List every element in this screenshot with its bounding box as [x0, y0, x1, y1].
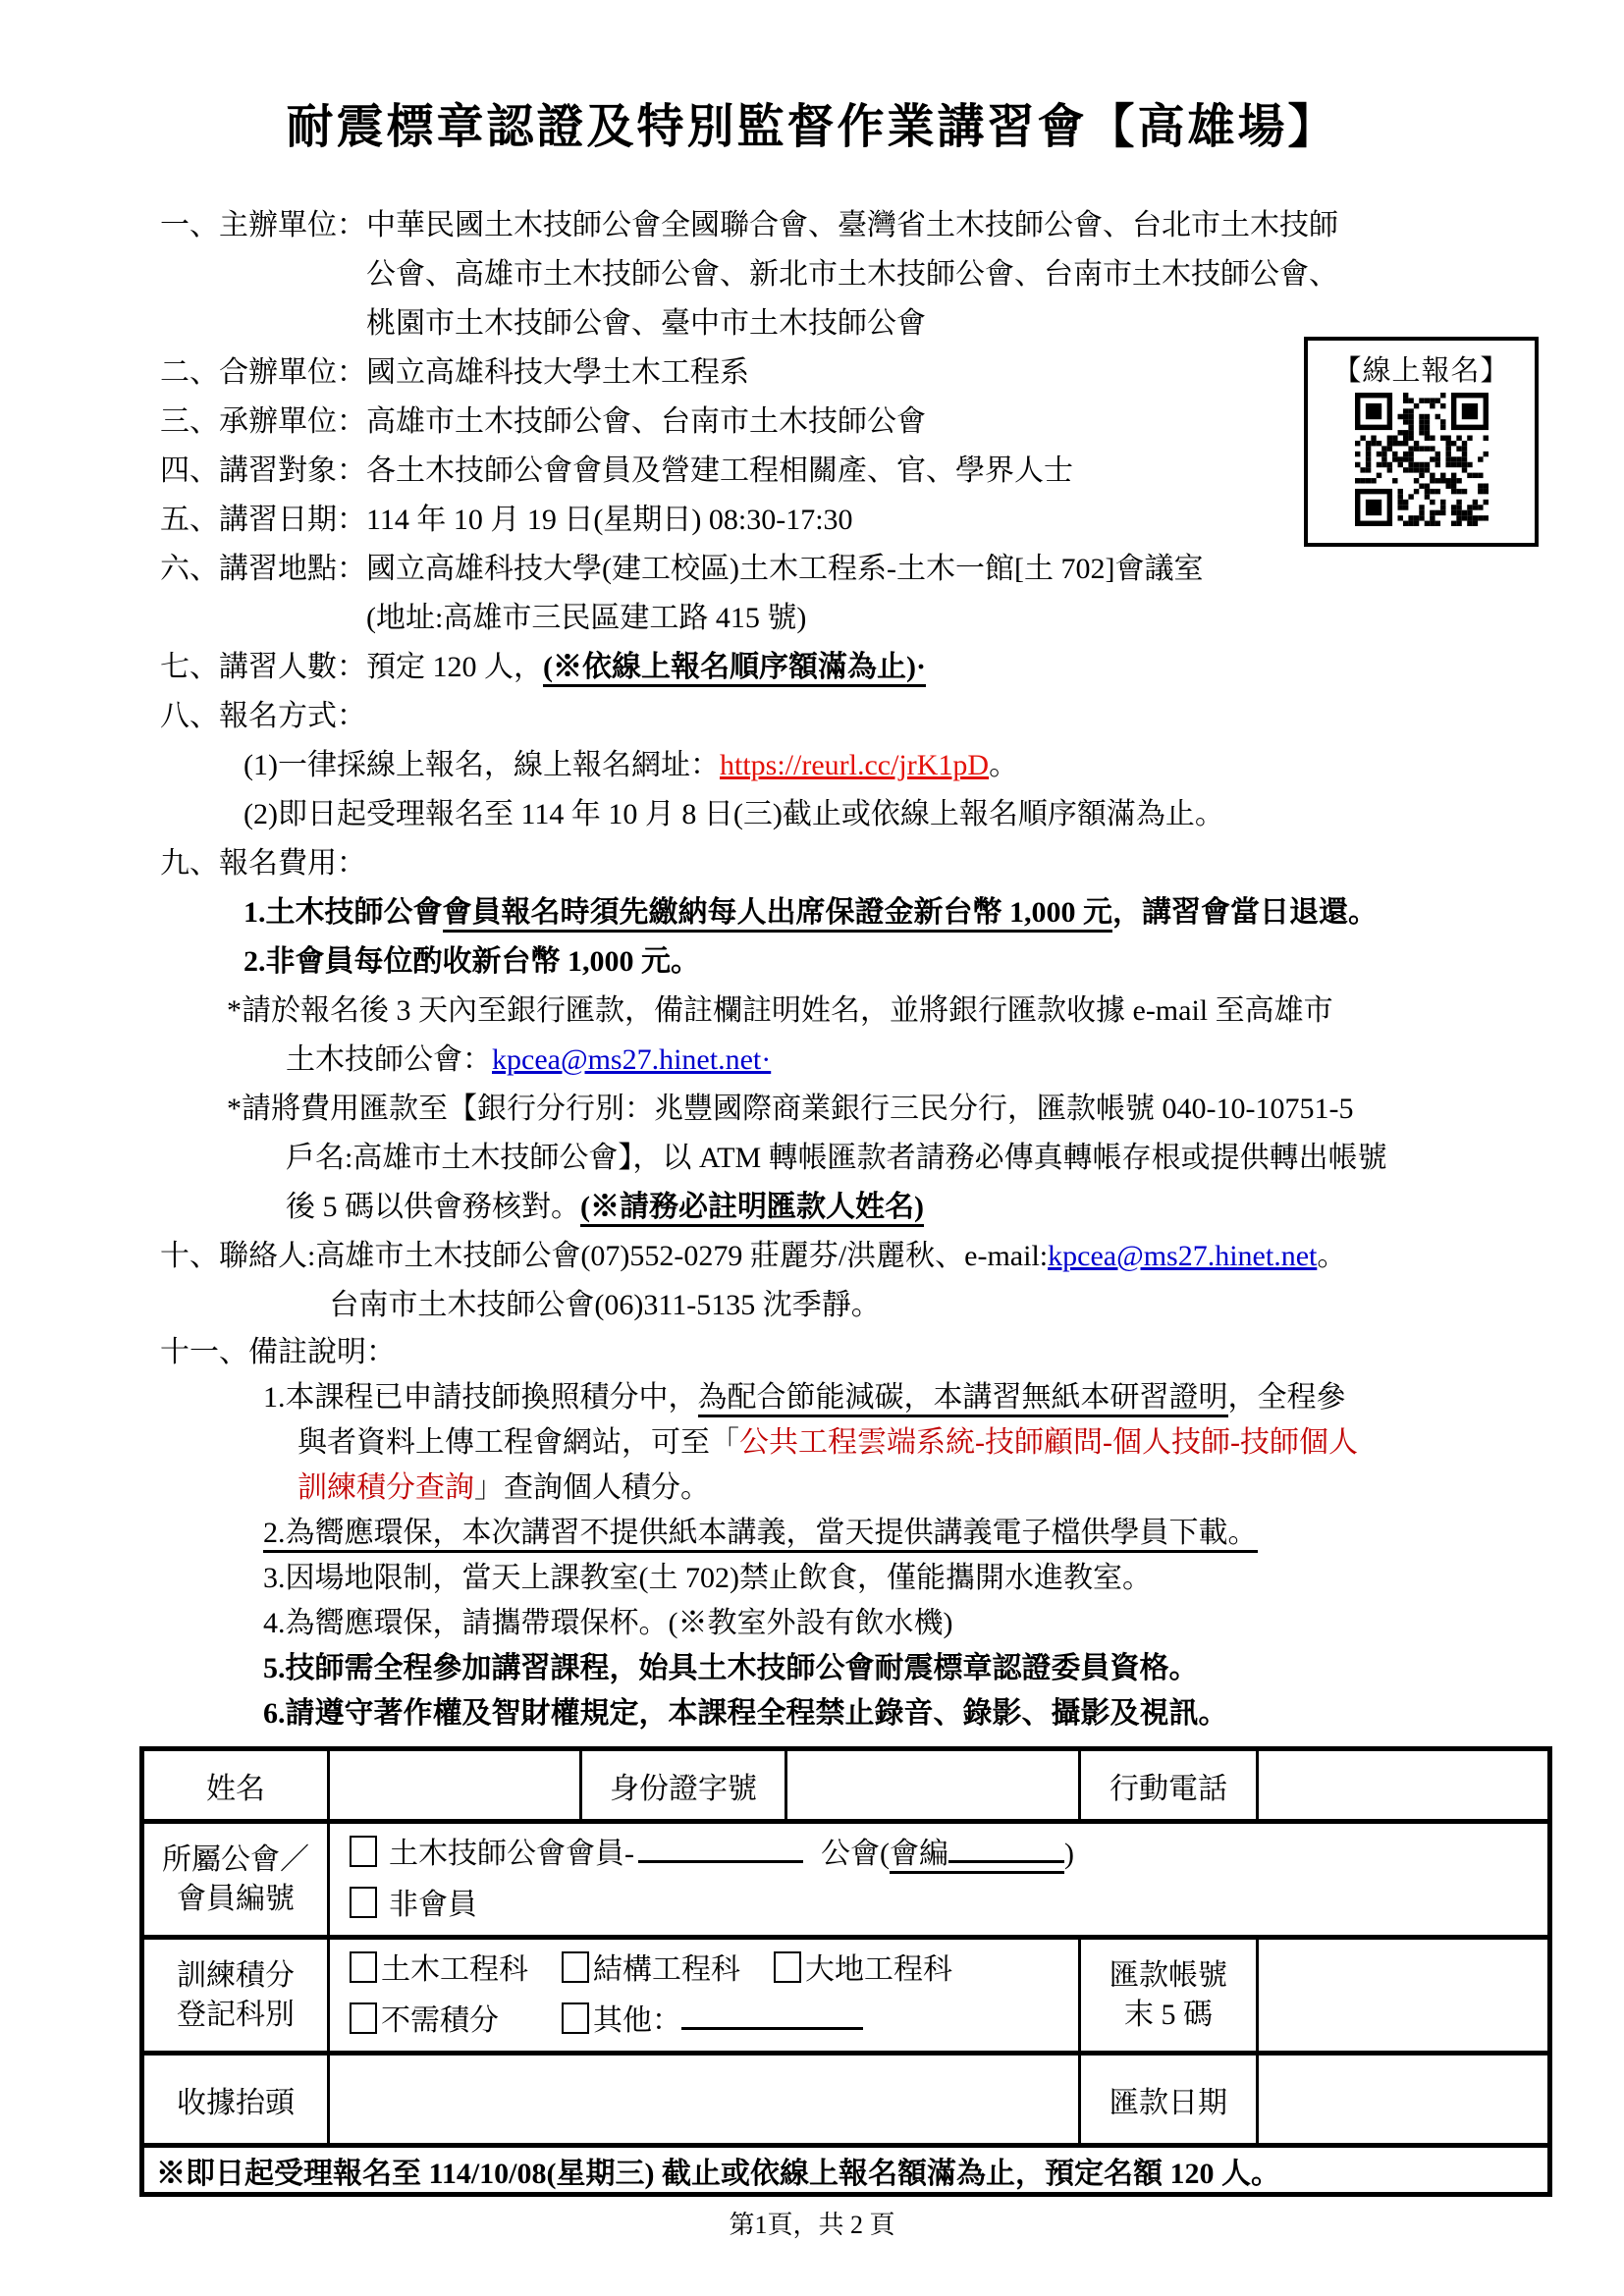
credit-category-label-line: 登記科別 [177, 1998, 295, 2031]
registration-line-2: (2)即日起受理報名至 114 年 10 月 8 日(三)截止或依線上報名順序額滿為止。 [244, 798, 1224, 830]
table-row-credit-category [142, 1938, 1550, 2054]
online-registration-label: 【線上報名】 [1332, 355, 1510, 387]
item-remarks [160, 1330, 1555, 1736]
text-line: 國立高雄科技大學(建工校區)土木工程系-土木一館[土 702]會議室 [366, 553, 1204, 585]
capacity-note: (※依線上報名順序額滿為止)· [543, 651, 926, 687]
credit-option-text: 其他： [593, 2003, 681, 2037]
other-blank[interactable] [681, 2021, 863, 2030]
text-segment: 高雄市土木技師公會(07)552-0279 莊麗芬/洪麗秋、e-mail: [315, 1240, 1049, 1272]
text-line: 桃園市土木技師公會、臺中市土木技師公會 [366, 307, 926, 340]
item-label: 一、主辦單位： [160, 209, 366, 241]
credit-option-text: 大地工程科 [805, 1952, 952, 1986]
nonmember-option-line [338, 1880, 1540, 1931]
text-line: 高雄市土木技師公會、台南市土木技師公會 [366, 405, 926, 438]
text-segment: 。 [1317, 1240, 1347, 1272]
remark-1-line-3 [160, 1466, 1555, 1511]
credit-option [562, 2004, 863, 2037]
membership-label-line: 會員編號 [177, 1882, 295, 1915]
text-segment: 土木技師公會： [286, 1043, 492, 1076]
id-number-field[interactable] [786, 1749, 1080, 1822]
remark-3: 3.因場地限制，當天上課教室(土 702)禁止飲食，僅能攜開水進教室。 [263, 1562, 1152, 1594]
credit-option [350, 1953, 528, 1986]
no-credit-checkbox[interactable] [350, 2002, 377, 2034]
text-line [366, 643, 1555, 692]
text-line: 各土木技師公會會員及營建工程相關產、官、學界人士 [366, 454, 1073, 487]
text-segment: 與者資料上傳工程會網站，可至「 [298, 1426, 739, 1459]
remit-account-field[interactable] [1258, 1938, 1550, 2054]
item-label: 二、合辦單位： [160, 356, 366, 389]
membership-label [142, 1822, 329, 1938]
eco-emphasis: 2.為嚮應環保，本次講習不提供紙本講義，當天提供講義電子檔供學員下載。 [263, 1517, 1258, 1553]
registration-line-1 [160, 741, 1555, 790]
text-segment: 後 5 碼以供會務核對。 [286, 1191, 580, 1223]
remitter-name-emphasis: (※請務必註明匯款人姓名) [580, 1191, 924, 1227]
bank-line-3 [160, 1183, 1555, 1232]
table-row-membership [142, 1822, 1550, 1938]
text-line: (地址:高雄市三民區建工路 415 號) [366, 602, 807, 634]
item-label: 五、講習日期： [160, 504, 366, 536]
remit-date-field[interactable] [1258, 2054, 1550, 2146]
credit-option-text: 土木工程科 [381, 1952, 528, 1986]
member-checkbox[interactable] [350, 1836, 377, 1867]
member-option-text: 會編 [890, 1837, 948, 1870]
remit-note-line-2 [160, 1036, 1555, 1085]
remit-account-label-line: 匯款帳號 [1110, 1958, 1227, 1992]
civil-eng-checkbox[interactable] [350, 1951, 377, 1983]
member-option-line [338, 1829, 1540, 1880]
remit-note-line-1: *請於報名後 3 天內至銀行匯款，備註欄註明姓名，並將銀行匯款收據 e-mail 至高雄市 [227, 994, 1333, 1027]
association-code-blank[interactable] [890, 1838, 1064, 1874]
item-host-organizer [160, 201, 1555, 348]
text-segment: 」查詢個人積分。 [474, 1471, 710, 1504]
item-label: 三、承辦單位： [160, 405, 366, 438]
contact-line-1 [315, 1232, 1555, 1281]
credit-option-line [338, 1996, 1070, 2047]
item-label: 四、講習對象： [160, 454, 366, 487]
nonmember-checkbox[interactable] [350, 1887, 377, 1918]
member-option-text: ) [1064, 1837, 1074, 1870]
remark-5: 5.技師需全程參加講習課程，始具土木技師公會耐震標章認證委員資格。 [263, 1652, 1199, 1684]
credit-category-options [329, 1938, 1080, 2054]
credit-option-text: 不需積分 [381, 2003, 499, 2037]
page-number: 第1頁，共 2 頁 [729, 2211, 895, 2239]
qr-code[interactable] [1355, 393, 1489, 526]
association-email-link[interactable]: kpcea@ms27.hinet.net· [492, 1043, 772, 1076]
text-line: 國立高雄科技大學土木工程系 [366, 356, 749, 389]
text-segment: 1.土木技師公會 [244, 896, 443, 929]
bank-line-1: *請將費用匯款至【銀行分行別：兆豐國際商業銀行三民分行，匯款帳號 040-10-10751-5 [227, 1093, 1354, 1125]
paperless-emphasis: 為配合節能減碳，本講習無紙本研習證明 [698, 1381, 1228, 1417]
table-row-deadline-note [142, 2146, 1550, 2195]
mobile-field[interactable] [1258, 1749, 1550, 1822]
credit-category-label-line: 訓練積分 [177, 1958, 295, 1992]
credit-option [562, 1953, 740, 1986]
text-segment: ，講習會當日退還。 [1112, 896, 1378, 929]
nonmember-option-text: 非會員 [389, 1888, 477, 1921]
other-checkbox[interactable] [562, 2002, 589, 2034]
online-registration-box [1304, 337, 1539, 547]
text-segment: 1.本課程已申請技師換照積分中， [263, 1381, 698, 1414]
table-row-receipt [142, 2054, 1550, 2146]
page-title: 耐震標章認證及特別監督作業講習會【高雄場】 [286, 101, 1338, 153]
item-label: 十、聯絡人: [160, 1240, 316, 1272]
credit-option [774, 1953, 952, 1986]
geotech-eng-checkbox[interactable] [774, 1951, 801, 1983]
receipt-title-label: 收據抬頭 [142, 2054, 329, 2146]
credit-option [350, 2004, 499, 2037]
name-label: 姓名 [142, 1749, 329, 1822]
remit-account-label [1080, 1938, 1258, 2054]
member-number-blank[interactable] [638, 1854, 803, 1863]
remark-6: 6.請遵守著作權及智財權規定，本課程全程禁止錄音、錄影、攝影及視訊。 [263, 1697, 1228, 1730]
capacity-text: 預定 120 人， [366, 651, 543, 683]
deadline-note: ※即日起受理報名至 114/10/08(星期三) 截止或依線上報名額滿為止，預定名額 120 人。 [142, 2146, 1550, 2195]
table-row-identity [142, 1749, 1550, 1822]
item-venue [160, 545, 1555, 643]
deposit-emphasis: 會員報名時須先繳納每人出席保證金新台幣 1,000 元 [443, 896, 1113, 933]
fee-line-1 [160, 888, 1555, 937]
cloud-system-path: 公共工程雲端系統-技師顧問-個人技師-技師個人 [739, 1426, 1358, 1459]
remit-date-label: 匯款日期 [1080, 2054, 1258, 2146]
id-number-label: 身份證字號 [581, 1749, 786, 1822]
remark-2 [160, 1511, 1555, 1556]
member-option-text: 土木技師公會會員- [389, 1837, 634, 1870]
contact-email-link[interactable]: kpcea@ms27.hinet.net [1048, 1240, 1318, 1272]
remit-account-label-line: 末 5 碼 [1124, 1998, 1213, 2031]
remark-4: 4.為嚮應環保，請攜帶環保杯。(※教室外設有飲水機) [263, 1607, 953, 1639]
mobile-label: 行動電話 [1080, 1749, 1258, 1822]
name-field[interactable] [329, 1749, 581, 1822]
receipt-title-field[interactable] [329, 2054, 1080, 2146]
item-label: 十一、備註說明： [160, 1336, 396, 1368]
item-capacity [160, 643, 1555, 692]
item-label: 六、講習地點： [160, 553, 366, 585]
membership-label-line: 所屬公會／ [162, 1842, 309, 1876]
registration-url-link[interactable]: https://reurl.cc/jrK1pD [719, 749, 990, 781]
remark-1-line-2 [160, 1420, 1555, 1466]
credit-option-text: 結構工程科 [593, 1952, 740, 1986]
registration-form-table [139, 1746, 1552, 2197]
credit-option-line [338, 1945, 1070, 1996]
item-contact [160, 1232, 1555, 1330]
item-fee [160, 839, 1555, 1232]
item-label: 八、報名方式： [160, 700, 366, 732]
credit-category-label [142, 1938, 329, 2054]
cloud-system-path: 訓練積分查詢 [298, 1471, 474, 1504]
membership-options [329, 1822, 1550, 1938]
bank-line-2: 戶名:高雄市土木技師公會】，以 ATM 轉帳匯款者請務必傳真轉帳存根或提供轉出帳號 [286, 1142, 1387, 1174]
remark-1-line-1 [160, 1375, 1555, 1420]
text-segment: (1)一律採線上報名，線上報名網址： [244, 749, 720, 781]
text-line: 中華民國土木技師公會全國聯合會、臺灣省土木技師公會、台北市土木技師 [366, 209, 1338, 241]
item-registration-method [160, 692, 1555, 839]
structural-eng-checkbox[interactable] [562, 1951, 589, 1983]
item-label: 九、報名費用： [160, 847, 366, 880]
text-segment: 。 [989, 749, 1019, 781]
fee-line-2: 2.非會員每位酌收新台幣 1,000 元。 [244, 945, 700, 978]
contact-line-2: 台南市土木技師公會(06)311-5135 沈季靜。 [329, 1289, 881, 1321]
text-segment: ，全程參 [1227, 1381, 1346, 1414]
text-line: 公會、高雄市土木技師公會、新北市土木技師公會、台南市土木技師公會、 [366, 258, 1338, 291]
text-line: 114 年 10 月 19 日(星期日) 08:30-17:30 [366, 504, 853, 536]
item-label: 七、講習人數： [160, 651, 366, 683]
member-option-text: 公會( [821, 1837, 890, 1870]
association-code-line[interactable] [948, 1854, 1064, 1863]
